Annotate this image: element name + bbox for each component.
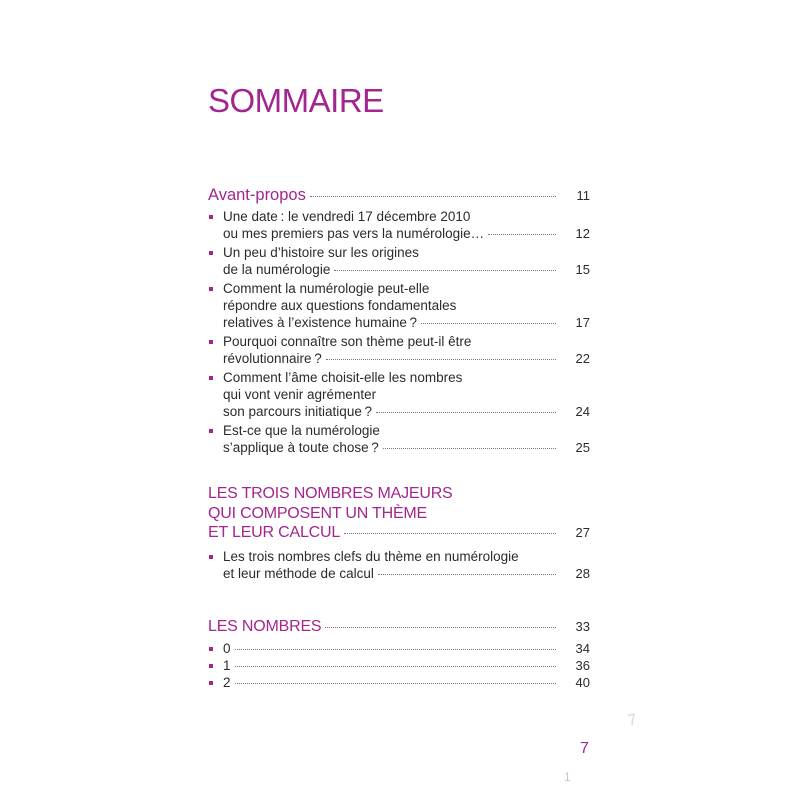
- dot-leader: [376, 412, 556, 413]
- bullet-icon: [209, 251, 213, 255]
- toc-entry[interactable]: [208, 674, 590, 691]
- toc-heading: Avant-propos: [208, 186, 306, 204]
- toc-heading-line: LES TROIS NOMBRES MAJEURS: [208, 485, 453, 502]
- dot-leader: [326, 359, 556, 360]
- dot-leader: [325, 627, 556, 628]
- bullet-icon: [209, 376, 213, 380]
- entry-line: Est-ce que la numérologie: [223, 423, 380, 438]
- toc-heading-row[interactable]: [208, 524, 590, 542]
- entry-line: révolutionnaire ?: [223, 351, 322, 366]
- page-folio: 7: [580, 740, 589, 757]
- page-number: 34: [575, 641, 590, 656]
- entry-line: son parcours initiatique ?: [223, 404, 373, 419]
- dot-leader: [383, 448, 556, 449]
- bullet-icon: [209, 555, 213, 559]
- entry-line: Un peu d’histoire sur les origines: [223, 245, 419, 260]
- entry-line: 0: [223, 641, 231, 656]
- bleed-mark: 7: [626, 711, 639, 730]
- page-number: 33: [575, 619, 590, 634]
- dot-leader: [310, 196, 556, 197]
- dot-leader: [235, 666, 556, 667]
- toc-entry[interactable]: [208, 640, 590, 657]
- page-number: 36: [575, 658, 590, 673]
- toc-section-trois-nombres: [208, 484, 590, 582]
- page-number: 24: [575, 404, 590, 419]
- entry-line: s’applique à toute chose ?: [223, 440, 379, 455]
- dot-leader: [488, 234, 556, 235]
- entry-line: relatives à l’existence humaine ?: [223, 315, 418, 330]
- dot-leader: [334, 270, 556, 271]
- page-number: 12: [575, 226, 590, 241]
- bullet-icon: [209, 287, 213, 291]
- entry-line: 1: [223, 658, 231, 673]
- toc-entry[interactable]: [208, 657, 590, 674]
- dot-leader: [344, 533, 556, 534]
- page-number: 15: [575, 262, 590, 277]
- entry-line: Une date : le vendredi 17 décembre 2010: [223, 209, 471, 224]
- toc-section-avant-propos: [208, 186, 590, 456]
- toc-heading-row[interactable]: [208, 618, 590, 636]
- entry-line: Pourquoi connaître son thème peut-il être: [223, 334, 472, 349]
- bullet-icon: [209, 664, 213, 668]
- toc-heading: ET LEUR CALCUL: [208, 524, 341, 541]
- entry-line: Les trois nombres clefs du thème en numérologie: [223, 549, 519, 564]
- dot-leader: [421, 323, 556, 324]
- toc-entry[interactable]: [208, 208, 590, 242]
- dot-leader: [235, 649, 556, 650]
- page-title: SOMMAIRE: [208, 82, 384, 119]
- bullet-icon: [209, 429, 213, 433]
- dot-leader: [235, 683, 556, 684]
- toc-entry[interactable]: [208, 369, 590, 420]
- toc-entry[interactable]: [208, 333, 590, 367]
- page-number: 22: [575, 351, 590, 366]
- bullet-icon: [209, 340, 213, 344]
- toc-entry[interactable]: [208, 244, 590, 278]
- page-number: 40: [575, 675, 590, 690]
- toc-entry[interactable]: [208, 280, 590, 331]
- toc-heading-line: QUI COMPOSENT UN THÈME: [208, 505, 428, 522]
- toc-heading-row[interactable]: [208, 186, 590, 205]
- entry-line: ou mes premiers pas vers la numérologie…: [223, 226, 485, 241]
- dot-leader: [378, 574, 556, 575]
- entry-line: 2: [223, 675, 231, 690]
- entry-line: Comment la numérologie peut-elle: [223, 281, 430, 296]
- bullet-icon: [209, 647, 213, 651]
- entry-line: répondre aux questions fondamentales: [223, 298, 457, 313]
- toc-entry[interactable]: [208, 422, 590, 456]
- toc-entry[interactable]: [208, 548, 590, 582]
- page-number: 28: [575, 566, 590, 581]
- toc-section-les-nombres: [208, 618, 590, 691]
- page-number: 25: [575, 440, 590, 455]
- page-number: 27: [575, 525, 590, 540]
- entry-line: de la numérologie: [223, 262, 331, 277]
- entry-line: et leur méthode de calcul: [223, 566, 374, 581]
- bullet-icon: [209, 215, 213, 219]
- bullet-icon: [209, 681, 213, 685]
- toc-heading: LES NOMBRES: [208, 618, 322, 635]
- entry-line: qui vont venir agrémenter: [223, 387, 377, 402]
- page-number: 11: [576, 188, 590, 203]
- page-number: 17: [575, 315, 590, 330]
- entry-line: Comment l’âme choisit-elle les nombres: [223, 370, 463, 385]
- bleed-mark: 1: [564, 770, 571, 784]
